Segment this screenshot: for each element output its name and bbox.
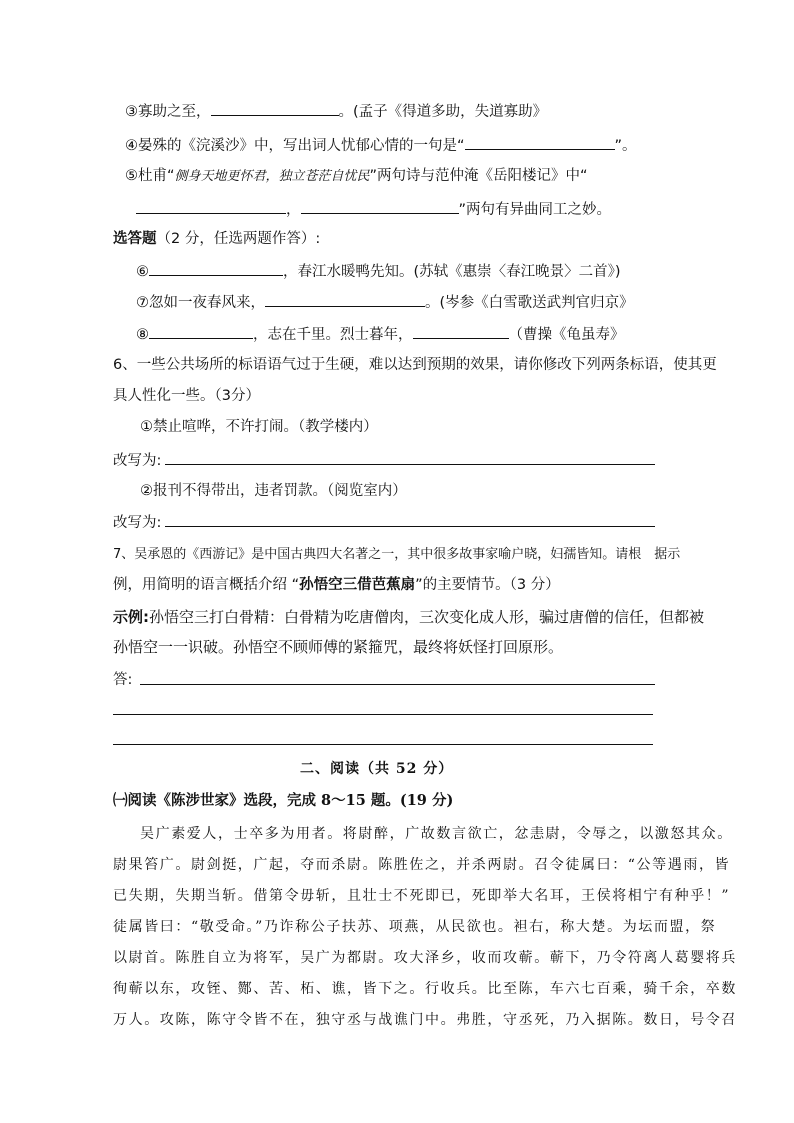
q5-item-8: ⑧ ，志在千里。烈士暮年， （曹操《龟虽寿》 <box>136 323 625 345</box>
answer-blank[interactable] <box>265 291 425 307</box>
q5-item-6: ⑥ ，春江水暖鸭先知。(苏轼《惠崇〈春江晚景〉二首》) <box>136 260 621 282</box>
q6-answer-line-2[interactable] <box>165 526 655 527</box>
q7-stem-line-1: 7、吴承恩的《西游记》是中国古典四大名著之一，其中很多故事家喻户晓，妇孺皆知。请根 据示 <box>113 547 681 562</box>
answer-blank[interactable] <box>301 198 459 214</box>
q5-item-7: ⑦忽如一夜春风来， 。(岑参《白雪歌送武判官归京》 <box>136 291 634 313</box>
q5-item-5-continued: ， ”两句有异曲同工之妙。 <box>136 198 611 220</box>
q6-rewrite-label-1: 改写为: <box>113 453 162 469</box>
answer-blank[interactable] <box>465 134 615 150</box>
q7-answer-line-3[interactable] <box>113 744 653 745</box>
q7-answer-label: 答: <box>113 672 133 688</box>
q5-item-5: ⑤杜甫“侧身天地更怀君，独立苍茫自忧民”两句诗与范仲淹《岳阳楼记》中“ <box>125 168 588 184</box>
reading-heading: ㈠阅读《陈涉世家》选段，完成 8～15 题。(19 分) <box>113 792 454 809</box>
answer-blank[interactable] <box>149 323 253 339</box>
q6-stem-line-2: 具人性化一些。（3分） <box>113 388 260 404</box>
book-chapter-title: 孙悟空三借芭蕉扇 <box>299 577 416 593</box>
q7-example-line-1: 示例:孙悟空三打白骨精：白骨精为吃唐僧肉，三次变化成人形，骗过唐僧的信任，但都被 <box>113 608 705 626</box>
passage-line: 尉果笞广。尉剑挺，广起，夺而杀尉。陈胜佐之，并杀两尉。召令徒属曰：“公等遇雨，皆 <box>113 857 731 873</box>
section-title: 二、阅读（共 52 分） <box>300 761 454 777</box>
poem-quote: 侧身天地更怀君，独立苍茫自忧民 <box>174 169 370 184</box>
q6-stem-line-1: 6、一些公共场所的标语语气过于生硬，难以达到预期的效果，请你修改下列两条标语，使其更 <box>113 357 717 373</box>
q7-answer-line-2[interactable] <box>113 714 653 715</box>
q6-answer-line-1[interactable] <box>165 464 655 465</box>
answer-blank[interactable] <box>211 100 339 116</box>
answer-blank[interactable] <box>136 198 286 214</box>
q5-item-3: ③寡助之至， 。(孟子《得道多助，失道寡助》 <box>125 100 547 122</box>
q6-slogan-2: ②报刊不得带出，违者罚款。（阅览室内） <box>140 483 407 499</box>
answer-blank[interactable] <box>413 323 509 339</box>
q7-example-line-2: 孙悟空一一识破。孙悟空不顾师傅的紧箍咒，最终将妖怪打回原形。 <box>113 638 564 656</box>
q7-stem-line-2: 例，用简明的语言概括介绍 “孙悟空三借芭蕉扇”的主要情节。（3 分） <box>113 577 560 593</box>
q5-item-4: ④晏殊的《浣溪沙》中，写出词人忧郁心情的一句是“ ”。 <box>125 134 637 156</box>
passage-line: 以尉首。陈胜自立为将军，吴广为都尉。攻大泽乡，收而攻蕲。蕲下，乃令符离人葛婴将兵 <box>113 950 737 966</box>
passage-line: 已失期，失期当斩。借第令毋斩，且壮士不死即已，死即举大名耳，王侯将相宁有种乎！” <box>113 888 731 904</box>
passage-line: 徒属皆曰：“敬受命。”乃诈称公子扶苏、项燕，从民欲也。袒右，称大楚。为坛而盟，祭 <box>113 919 717 935</box>
q6-rewrite-label-2: 改写为: <box>113 515 162 531</box>
passage-line: 万人。攻陈，陈守令皆不在，独守丞与战谯门中。弗胜，守丞死，乃入据陈。数日，号令召 <box>113 1012 737 1028</box>
passage-line: 吴广素爱人，士卒多为用者。将尉醉，广故数言欲亡，忿恚尉，令辱之，以激怒其众。 <box>140 826 733 842</box>
q7-answer-line-1[interactable] <box>140 684 655 685</box>
q6-slogan-1: ①禁止喧哗，不许打闹。（教学楼内） <box>140 419 378 435</box>
answer-blank[interactable] <box>149 260 283 276</box>
optional-section-title: 选答题（2 分，任选两题作答）: <box>113 231 321 247</box>
passage-line: 徇蕲以东，攻铚、酂、苦、柘、谯，皆下之。行收兵。比至陈，车六七百乘，骑千余，卒数 <box>113 981 737 997</box>
